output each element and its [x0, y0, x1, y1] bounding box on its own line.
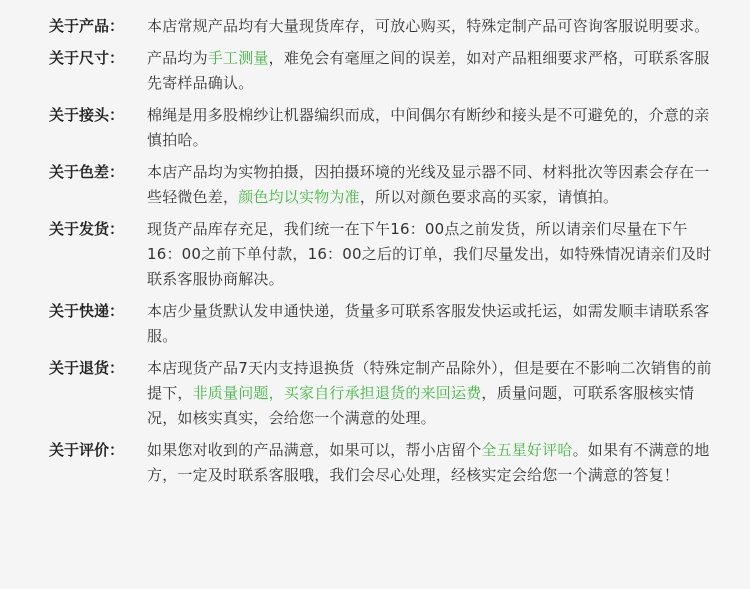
text-part: 本店现货产品7天内支持退换货（特殊定制产品除外），但是要在不影响二次销售的前提下，	[147, 359, 712, 402]
highlight-text: 颜色均以实物为准	[238, 188, 360, 206]
section-review	[0, 438, 750, 488]
text-part: ，难免会有毫厘之间的误差，如对产品粗细要求严格，可联系客服先寄样品确认。	[147, 49, 710, 92]
text-part: 本店常规产品均有大量现货库存，可放心购买，特殊定制产品可咨询客服说明要求。	[147, 17, 710, 35]
section-size	[0, 46, 750, 96]
section-label: 关于接头：	[49, 106, 125, 124]
section-label: 关于评价：	[49, 441, 125, 459]
section-label: 关于快递：	[49, 302, 125, 320]
section-label: 关于尺寸：	[49, 49, 125, 67]
text-part: ，所以对颜色要求高的买家，请慎拍。	[359, 188, 619, 206]
highlight-text: 全五星好评哈	[481, 441, 573, 459]
text-part: ，质量问题，可联系客服核实情况，如核实真实，会给您一个满意的处理。	[147, 384, 695, 427]
section-product	[0, 14, 750, 39]
section-returns	[0, 356, 750, 431]
section-text	[147, 356, 717, 431]
section-text	[147, 160, 717, 210]
highlight-text: 手工测量	[207, 49, 269, 67]
section-shipping	[0, 217, 750, 292]
text-part: 棉绳是用多股棉纱让机器编织而成，中间偶尔有断纱和接头是不可避免的，介意的亲慎拍哈。	[147, 106, 710, 149]
section-text	[147, 14, 717, 39]
section-text	[147, 46, 717, 96]
section-text	[147, 103, 717, 153]
section-label: 关于产品：	[49, 17, 125, 35]
text-part: 如果您对收到的产品满意，如果可以，帮小店留个	[147, 441, 482, 459]
section-color	[0, 160, 750, 210]
highlight-text: 非质量问题，买家自行承担退货的来回运费	[192, 384, 482, 402]
text-part: 现货产品库存充足，我们统一在下午16：00点之前发货，所以请亲们尽量在下午16：00之前下单付款，16：00之后的订单，我们尽量发出，如特殊情况请亲们及时联系客服协商解决。	[147, 220, 712, 288]
section-text	[147, 438, 717, 488]
text-part: 。如果有不满意的地方，一定及时联系客服哦，我们会尽心处理，经核实定会给您一个满意的答复！	[147, 441, 710, 484]
section-text	[147, 217, 717, 292]
section-label: 关于发货：	[49, 220, 125, 238]
section-joint	[0, 103, 750, 153]
section-label: 关于色差：	[49, 163, 125, 181]
section-label: 关于退货：	[49, 359, 125, 377]
text-part: 产品均为	[147, 49, 208, 67]
text-part: 本店少量货默认发申通快递，货量多可联系客服发快运或托运，如需发顺丰请联系客服。	[147, 302, 710, 345]
section-courier	[0, 299, 750, 349]
text-part: 本店产品均为实物拍摄，因拍摄环境的光线及显示器不同、材料批次等因素会存在一些轻微色差，	[147, 163, 710, 206]
section-text	[147, 299, 717, 349]
